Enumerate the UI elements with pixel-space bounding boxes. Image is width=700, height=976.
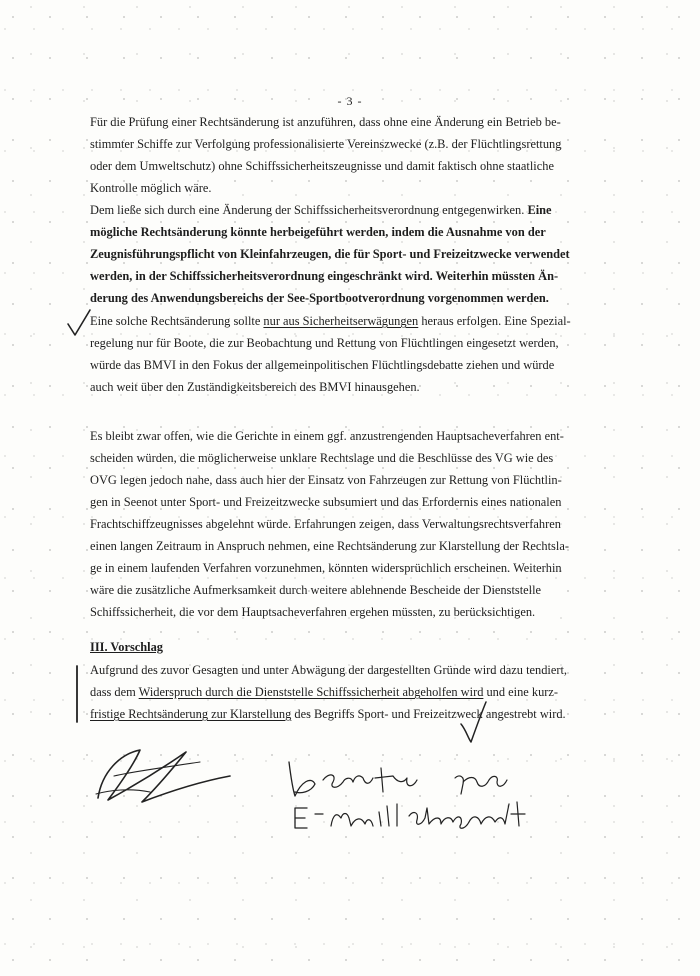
paragraph3-line3: OVG legen jedoch nahe, dass auch hier der Einsatz von Fahrzeugen zur Rettung von Flüchtlin- [90,473,562,487]
paragraph2-bold-line1: mögliche Rechtsänderung könnte herbeigeführt werden, indem die Ausnahme von der [90,225,546,239]
margin-bar-mark [73,664,81,724]
proposal-underlined-phrase2: fristige Rechtsänderung zur Klarstellung [90,707,292,721]
paragraph2-line6 [90,313,571,329]
paragraph1-line1: Für die Prüfung einer Rechtsänderung ist anzuführen, dass ohne eine Änderung ein Betrieb be- [90,115,561,129]
paragraph2-line6-pre: Eine solche Rechtsänderung sollte [90,314,264,328]
paragraph1-line4: Kontrolle möglich wäre. [90,181,212,195]
paragraph3-line5: Frachtschiffzeugnisses abgelehnt würde. Erfahrungen zeigen, dass Verwaltungsrechtsverfahren [90,517,561,531]
checkmark-icon [66,308,92,338]
paragraph2-bold-line4: derung des Anwendungsbereichs der See-Sportbootverordnung vorgenommen werden. [90,291,549,305]
paragraph2-line1 [90,202,552,218]
signature-mark [90,732,240,812]
section-heading: III. Vorschlag [90,640,163,654]
paragraph2-line6-post: heraus erfolgen. Eine Spezial- [418,314,571,328]
paragraph1-line3: oder dem Umweltschutz) ohne Schiffssicherheitszeugnisse und damit faktisch ohne staatliche [90,159,554,173]
proposal-underlined-phrase1: Widerspruch durch die Dienststelle Schiffssicherheit abgeholfen wird [138,685,484,699]
handwritten-note [285,752,545,832]
paragraph2-line9: auch weit über den Zuständigkeitsbereich des BMVI hinausgehen. [90,380,420,394]
paragraph2-line7: regelung nur für Boote, die zur Beobachtung und Rettung von Flüchtlingen eingesetzt werden, [90,336,559,350]
paragraph3-line7: ge in einem laufenden Verfahren vorzunehmen, könnten widersprüchlich erscheinen. Weiterhin [90,561,562,575]
paragraph3-line1: Es bleibt zwar offen, wie die Gerichte in einem ggf. anzustrengenden Hauptsacheverfahren ent- [90,429,564,443]
proposal-line2 [90,684,558,700]
checkmark-icon [458,700,488,744]
page-number: - 3 - [337,94,363,108]
paragraph3-line9: Schiffssicherheit, die vor dem Hauptsacheverfahren ergehen müssten, zu berücksichtigen. [90,605,536,619]
paragraph2-bold-start: Eine [527,203,552,217]
proposal-line2-pre: dass dem [90,685,139,699]
proposal-line2-post: und eine kurz- [483,685,559,699]
paragraph2-line8: würde das BMVI in den Fokus der allgemeinpolitischen Flüchtlingsdebatte ziehen und würde [90,358,555,372]
paragraph2-bold-line2: Zeugnisführungspflicht von Kleinfahrzeugen, die für Sport- und Freizeitzwecke verwendet [90,247,570,261]
paragraph3-line8: wäre die zusätzliche Aufmerksamkeit durch weitere ablehnende Bescheide der Dienststelle [90,583,542,597]
paragraph3-line6: einen langen Zeitraum in Anspruch nehmen, eine Rechtsänderung zur Klarstellung der Rechtsla- [90,539,569,553]
paragraph2-intro: Dem ließe sich durch eine Änderung der Schiffssicherheitsverordnung entgegenwirken. [90,203,525,217]
paragraph3-line4: gen in Seenot unter Sport- und Freizeitzwecke subsumiert und das Erfordernis eines nationalen [90,495,562,509]
paragraph3-line2: scheiden würden, die möglicherweise unklare Rechtslage und die Beschlüsse des VG wie des [90,451,554,465]
proposal-line1: Aufgrund des zuvor Gesagten und unter Abwägung der dargestellten Gründe wird dazu tendiert, [90,663,568,677]
proposal-line3-post: des Begriffs Sport- und Freizeitzweck angestrebt wird. [291,707,566,721]
paragraph1-line2: stimmter Schiffe zur Verfolgung professionalisierte Vereinszwecke (z.B. der Flüchtlingsrettung [90,137,562,151]
paragraph2-underlined-phrase: nur aus Sicherheitserwägungen [263,314,419,328]
paragraph2-bold-line3: werden, in der Schiffssicherheitsverordnung eingeschränkt wird. Weiterhin müssten Än- [90,269,559,283]
proposal-line3 [90,706,566,722]
